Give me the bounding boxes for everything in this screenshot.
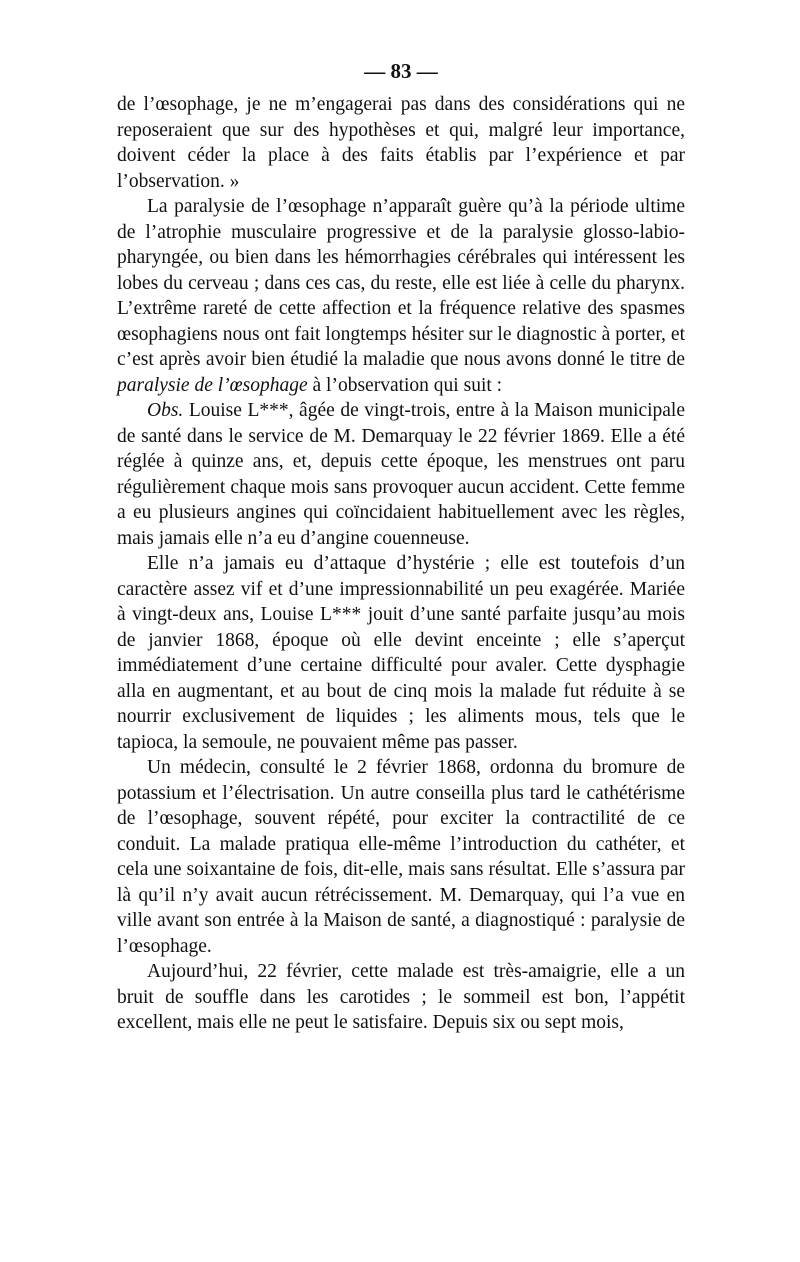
page-number: — 83 — — [364, 59, 438, 83]
observation-label: Obs. — [147, 400, 184, 421]
paragraph-4: Elle n’a jamais eu d’attaque d’hystérie ; elle est toutefois d’un caractère assez vif et d’une impressionnabilité un peu exagérée. Mariée à vingt-deux ans, Louise L*** jouit d’une santé parfaite jusqu’au mois de janvier 1868, époque où elle devint enceinte ; elle s’aperçut immédiatement d’une certaine difficulté pour avaler. Cette dysphagie alla en augmentant, et au bout de cinq mois la malade fut réduite à se nourrir exclusivement de liquides ; les aliments mous, tels que le tapioca, la semoule, ne pouvaient même pas passer. — [117, 553, 685, 753]
observation-text: Louise L***, âgée de vingt-trois, entre à la Maison municipale de santé dans le service de M. Demarquay le 22 février 1869. Elle a été réglée à quinze ans, et, depuis cette époque, les menstrues ont paru régulièrement chaque mois sans provoquer aucun accident. Cette femme a eu plusieurs angines qui coïncidaient habituellement avec les règles, mais jamais elle n’a eu d’angine couenneuse. — [117, 400, 685, 549]
paragraph-2-text-a: La paralysie de l’œsophage n’apparaît guère qu’à la période ultime de l’atrophie musculaire progressive et de la paralysie glosso-labio-pharyngée, ou bien dans les hémorrhagies cérébrales qui intéressent les lobes du cerveau ; dans ces cas, du reste, elle est liée à celle du pharynx. L’extrême rareté de cette affection et la fréquence relative des spasmes œsophagiens nous ont fait longtemps hésiter sur le diagnostic à porter, et c’est après avoir bien étudié la maladie que nous avons donné le titre de — [117, 196, 685, 370]
paragraph-observation — [117, 398, 685, 551]
paragraph-1: de l’œsophage, je ne m’engagerai pas dans des considérations qui ne reposeraient que sur des hypothèses et qui, malgré leur importance, doivent céder la place à des faits établis par l’expérience et par l’observation. » — [117, 94, 685, 192]
paragraph-6: Aujourd’hui, 22 février, cette malade est très-amaigrie, elle a un bruit de souffle dans les carotides ; le sommeil est bon, l’appétit excellent, mais elle ne peut le satisfaire. Depuis six ou sept mois, — [117, 961, 685, 1033]
paragraph-5: Un médecin, consulté le 2 février 1868, ordonna du bromure de potassium et l’électrisation. Un autre conseilla plus tard le cathétérisme de l’œsophage, souvent répété, pour exciter la contractilité de ce conduit. La malade pratiqua elle-même l’introduction du cathéter, et cela une soixantaine de fois, dit-elle, mais sans résultat. Elle s’assura par là qu’il n’y avait aucun rétrécissement. M. Demarquay, qui l’a vue en ville avant son entrée à la Maison de santé, a diagnostiqué : paralysie de l’œsophage. — [117, 757, 685, 957]
paragraph-2 — [117, 194, 685, 398]
document-page — [117, 58, 685, 1036]
paragraph-2-text-b: à l’observation qui suit : — [307, 374, 503, 396]
paragraph-2-italic-title: paralysie de l’œsophage — [117, 374, 308, 396]
